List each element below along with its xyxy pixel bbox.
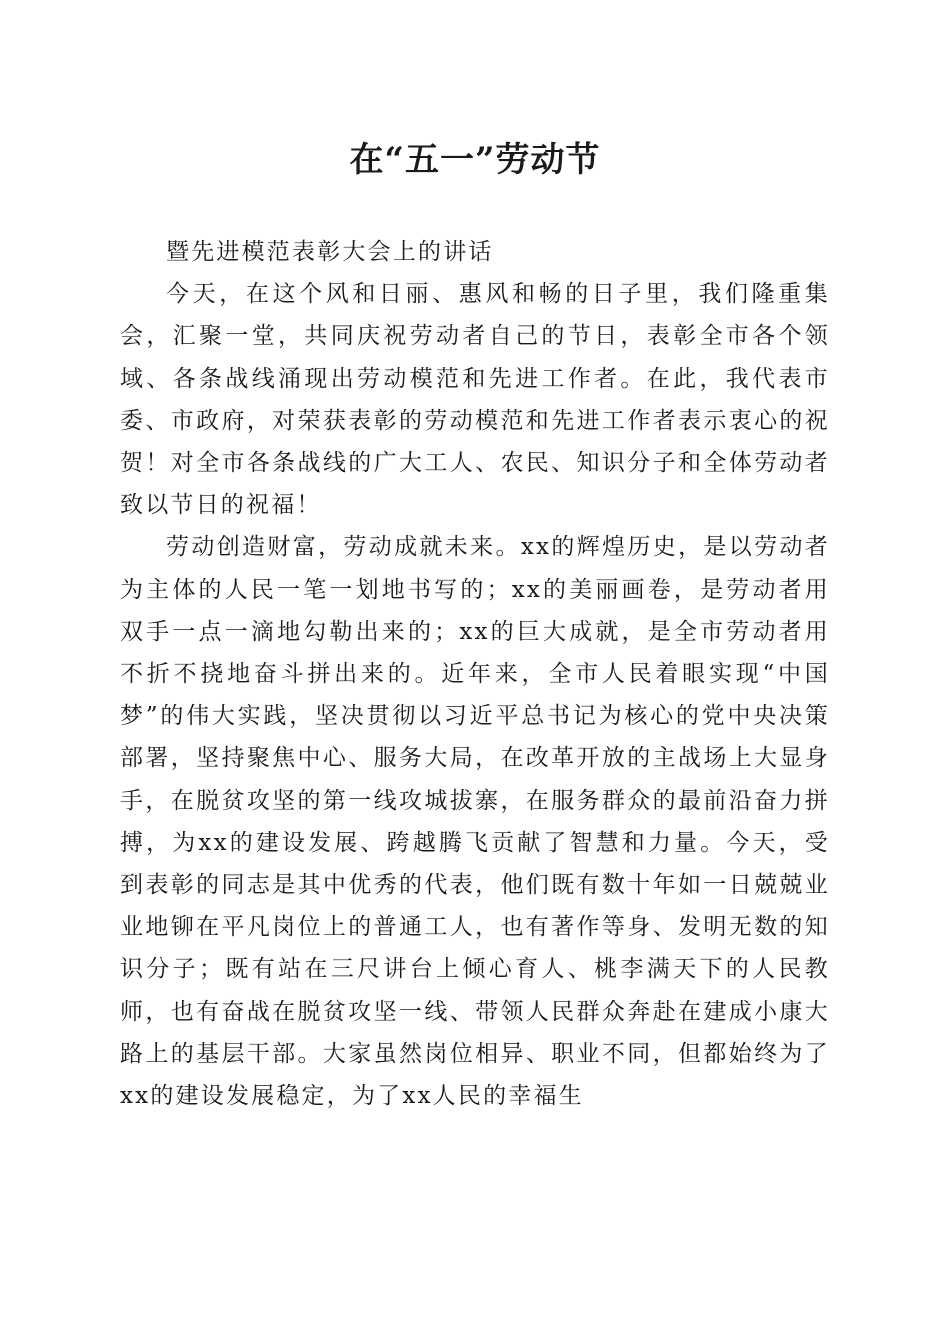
body-paragraph: 劳动创造财富，劳动成就未来。xx的辉煌历史，是以劳动者为主体的人民一笔一划地书写的；xx的美丽画卷，是劳动者用双手一点一滴地勾勒出来的；xx的巨大成就，是全市劳动者用不折不挠地奋斗拼出来的。近年来，全市人民着眼实现“中国梦”的伟大实践，坚决贯彻以习近平总书记为核心的党中央决策部署，坚持聚焦中心、服务大局，在改革开放的主战场上大显身手，在脱贫攻坚的第一线攻城拔寨，在服务群众的最前沿奋力拼搏，为xx的建设发展、跨越腾飞贡献了智慧和力量。今天，受到表彰的同志是其中优秀的代表，他们既有数十年如一日兢兢业业地铆在平凡岗位上的普通工人，也有著作等身、发明无数的知识分子；既有站在三尺讲台上倾心育人、桃李满天下的人民教师，也有奋战在脱贫攻坚一线、带领人民群众奔赴在建成小康大路上的基层干部。大家虽然岗位相异、职业不同，但都始终为了xx的建设发展稳定，为了xx人民的幸福生 xyxy=(120,534,830,1110)
subtitle-paragraph: 暨先进模范表彰大会上的讲话 xyxy=(166,239,494,265)
document-title: 在“五一”劳动节 xyxy=(349,140,601,180)
document-body xyxy=(120,231,830,1117)
body-paragraph: 今天，在这个风和日丽、惠风和畅的日子里，我们隆重集会，汇聚一堂，共同庆祝劳动者自己的节日，表彰全市各个领域、各条战线涌现出劳动模范和先进工作者。在此，我代表市委、市政府，对荣获表彰的劳动模范和先进工作者表示衷心的祝贺！对全市各条战线的广大工人、农民、知识分子和全体劳动者致以节日的祝福！ xyxy=(120,281,830,519)
